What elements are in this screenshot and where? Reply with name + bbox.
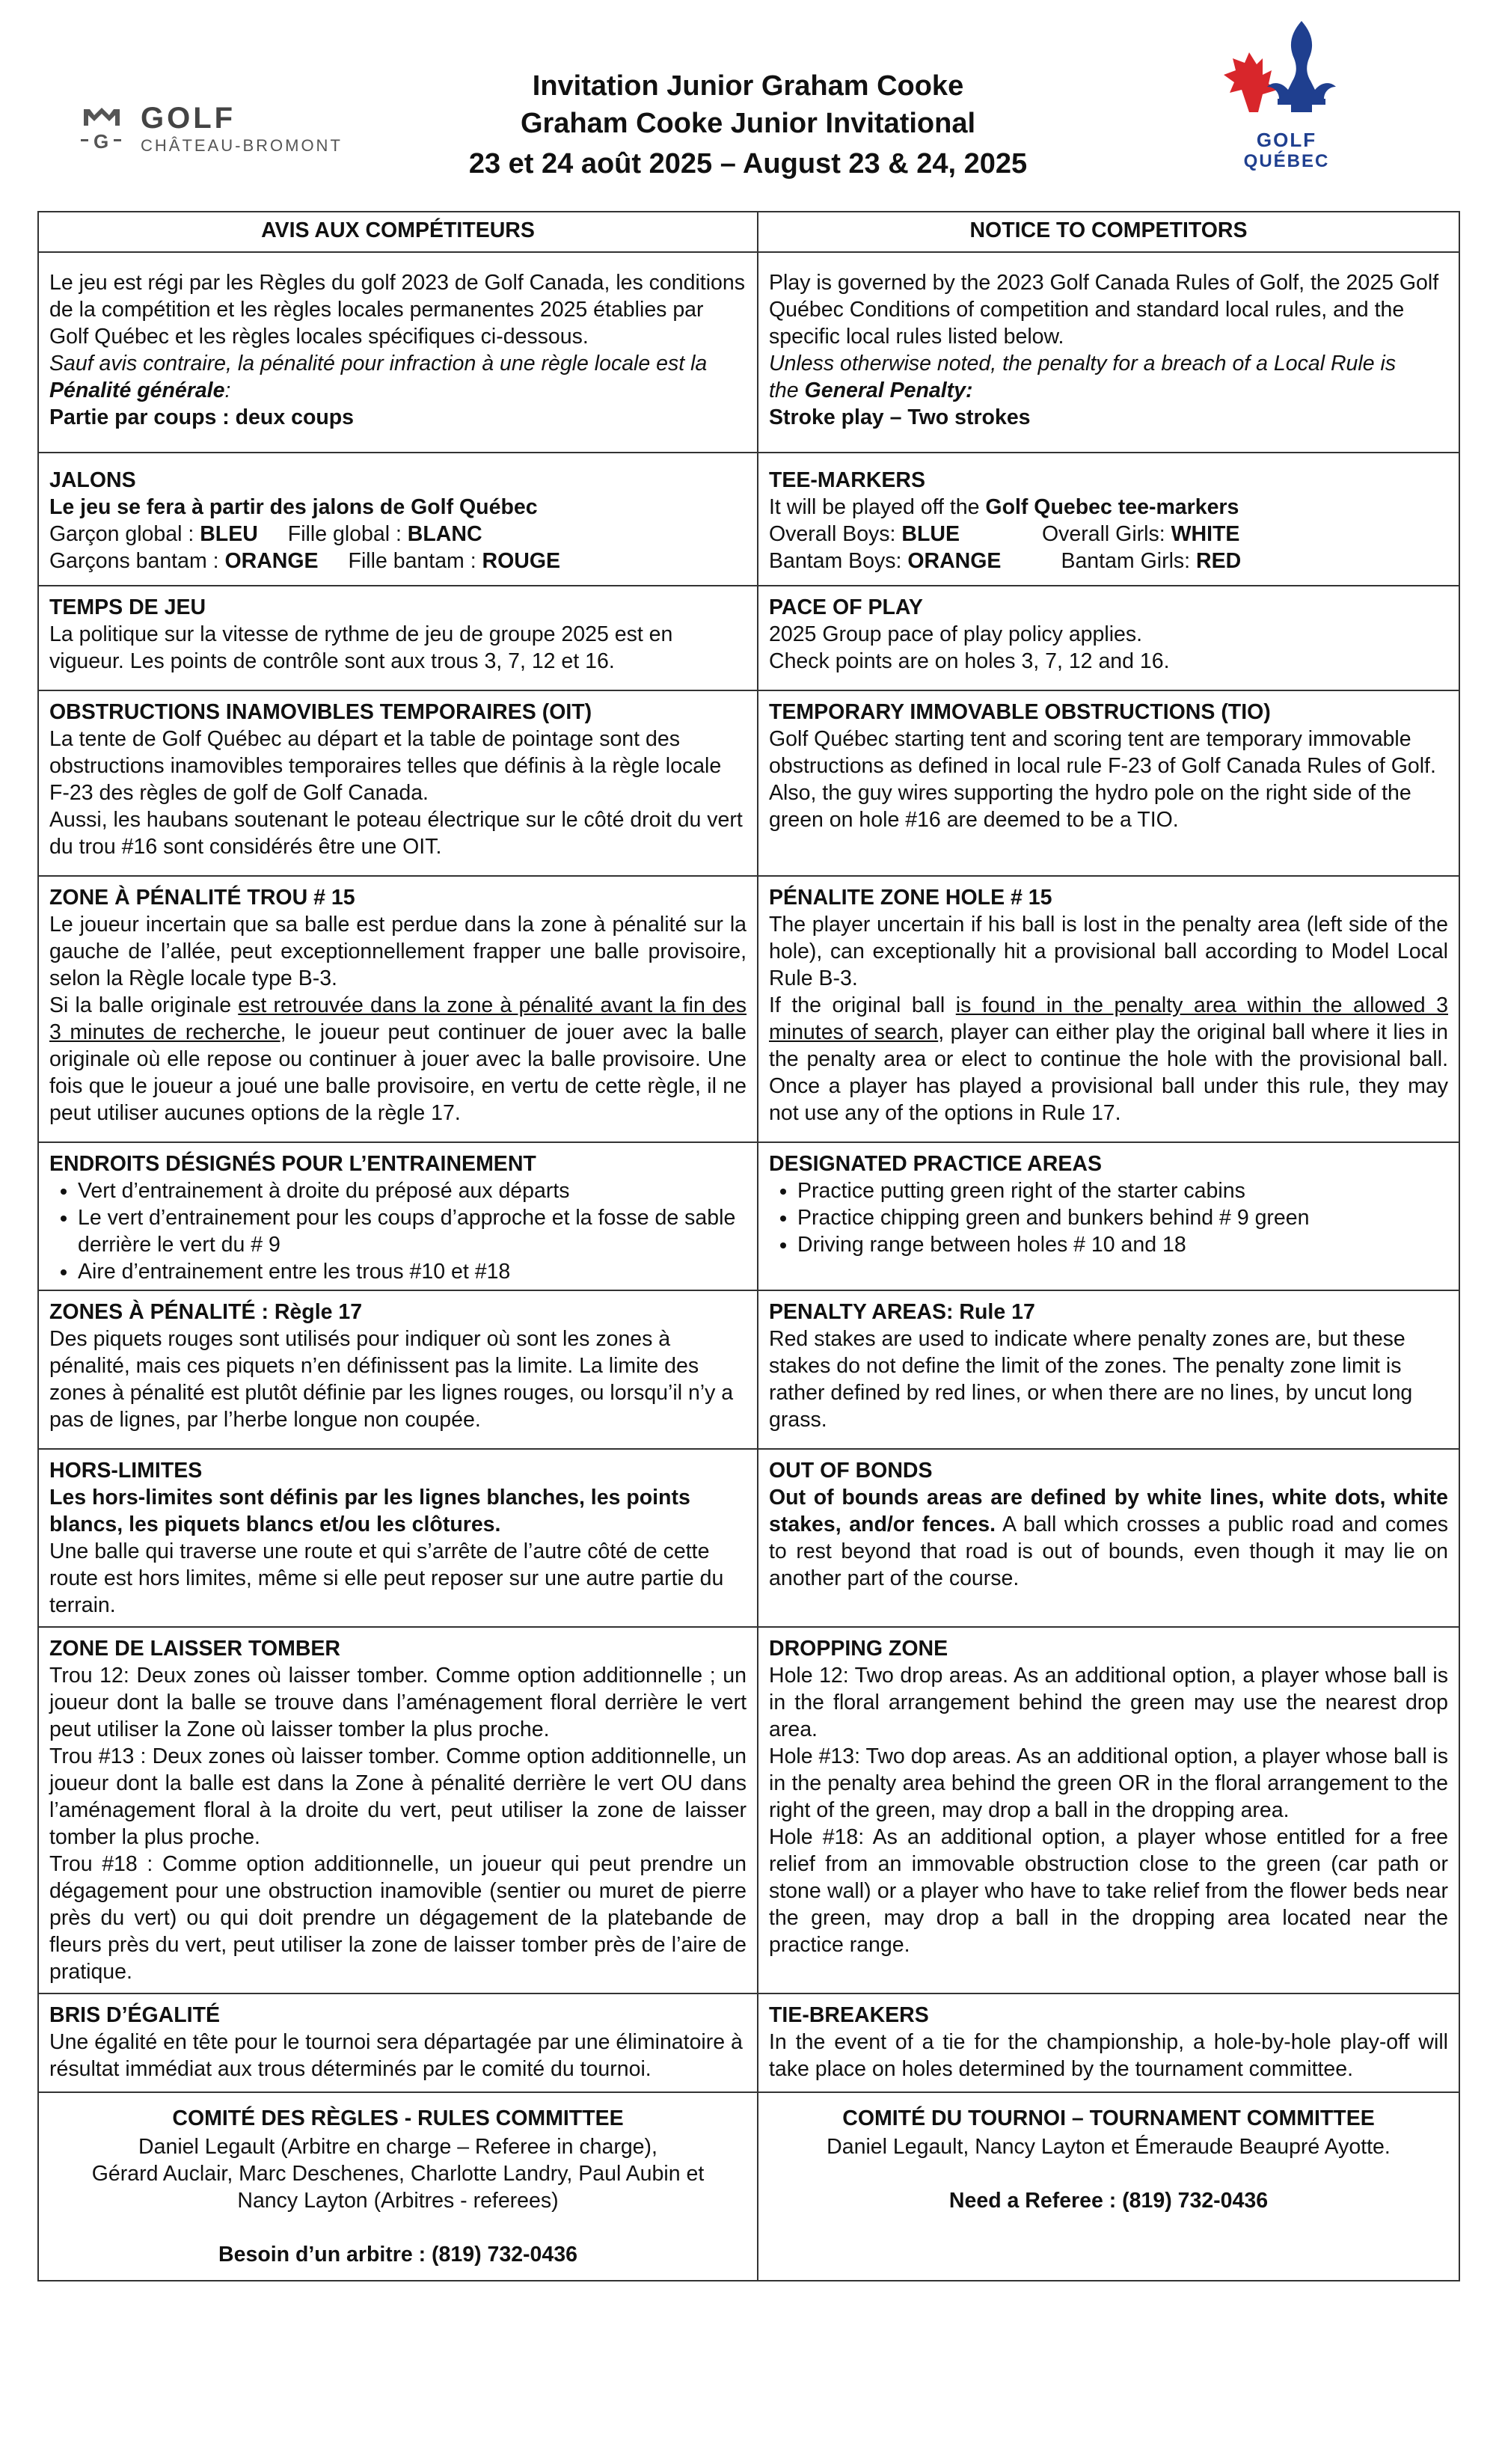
tie-fr — [38, 1993, 758, 2092]
tees-fr — [38, 453, 758, 586]
tournament-committee-line1: Daniel Legault, Nancy Layton et Émeraude Beaupré Ayotte. — [827, 2135, 1391, 2159]
tees-en — [758, 453, 1459, 586]
drop-fr-p1: Trou 12: Deux zones où laisser tomber. Comme option additionnelle ; un joueur dont la balle se trouve dans l’aménagement floral derrière le vert peut utiliser la Zone où laisser tomber la plus proche. — [49, 1664, 747, 1741]
fleur-de-lis-maple-leaf-icon — [1219, 15, 1354, 127]
tio-en-title: TEMPORARY IMMOVABLE OBSTRUCTIONS (TIO) — [769, 700, 1271, 724]
oob-en-body — [769, 1484, 1448, 1592]
practice-en-list — [769, 1177, 1448, 1258]
penalty-areas-en-title: PENALTY AREAS: Rule 17 — [769, 1300, 1035, 1324]
list-item: • Practice chipping green and bunkers behind # 9 green — [797, 1204, 1448, 1231]
penalty15-en-p2-rest: , player can either play the original ball where it lies in the penalty area or elect to continue the hole with the provisional ball. Once a player has played a provisional ball under this rule, they may not use any of the options in Rule 17. — [769, 1020, 1448, 1125]
pace-en — [758, 586, 1459, 690]
drop-en-p1: Hole 12: Two drop areas. As an additional option, a player whose ball is in the floral arrangement behind the green may use the nearest drop area. — [769, 1664, 1448, 1741]
tees-en-overall-boys-label: Overall Boys: — [769, 522, 902, 546]
tie-en-title: TIE-BREAKERS — [769, 2003, 929, 2027]
golf-quebec-logo — [1219, 15, 1354, 180]
penalty15-fr-p2-rest: , le joueur peut continuer de jouer avec la balle originale où elle repose ou continuer à jouer avec la balle provisoire. Une fois que le joueur a joué une balle provisoire, en vertu de cette règle, il ne peut utiliser aucunes options de la règle 17. — [49, 1020, 747, 1125]
section-penalty-15 — [38, 876, 1459, 1142]
rules-en — [758, 252, 1459, 453]
practice-en-title: DESIGNATED PRACTICE AREAS — [769, 1152, 1102, 1176]
golf-chateau-bromont-logo — [81, 102, 380, 157]
tees-en-bantam-boys-label: Bantam Boys: — [769, 549, 908, 573]
section-dropping-zone — [38, 1627, 1459, 1993]
tees-en-overall-boys-value: BLUE — [901, 522, 960, 546]
tees-fr-bantam-girls-value: ROUGE — [482, 549, 561, 573]
event-title-en: Graham Cooke Junior Invitational — [520, 108, 976, 139]
oob-fr-lead: Les hors-limites sont définis par les lignes blanches, les points blancs, les piquets blancs et/ou les clôtures. — [49, 1486, 690, 1536]
penalty15-fr-p2-lead: Si la balle originale — [49, 993, 239, 1017]
penalty-areas-fr — [38, 1290, 758, 1449]
tio-fr-title: OBSTRUCTIONS INAMOVIBLES TEMPORAIRES (OIT) — [49, 700, 592, 724]
rules-en-p2: Unless otherwise noted, the penalty for a breach of a Local Rule is — [769, 352, 1397, 376]
tees-en-bantam-boys-value: ORANGE — [907, 549, 1002, 573]
tie-fr-title: BRIS D’ÉGALITÉ — [49, 2003, 221, 2027]
tees-en-bantam-girls-label: Bantam Girls: — [1061, 549, 1196, 573]
tees-fr-line2 — [49, 548, 747, 574]
tournament-committee-title: COMITÉ DU TOURNOI – TOURNAMENT COMMITTEE — [842, 2106, 1375, 2130]
event-title-block — [419, 67, 1077, 183]
rules-en-general-penalty: General Penalty: — [804, 379, 973, 402]
tees-fr-lead: Le jeu se fera à partir des jalons de Golf Québec — [49, 495, 538, 519]
tees-fr-bantam-boys-label: Garçons bantam : — [49, 549, 225, 573]
rules-en-p3: Stroke play – Two strokes — [769, 405, 1031, 429]
tees-en-line1 — [769, 521, 1448, 548]
tio-fr — [38, 690, 758, 876]
rules-en-p2-line2 — [769, 377, 1448, 404]
penalty15-en — [758, 876, 1459, 1142]
pace-en-line2: Check points are on holes 3, 7, 12 and 16. — [769, 649, 1170, 673]
rules-committee — [38, 2092, 758, 2281]
penalty15-fr-p2 — [49, 992, 747, 1127]
practice-en — [758, 1142, 1459, 1290]
tees-fr-overall-boys-value: BLEU — [200, 522, 258, 546]
oob-fr-title: HORS-LIMITES — [49, 1459, 203, 1483]
list-item: • Aire d’entrainement entre les trous #10 et #18 — [78, 1258, 747, 1285]
penalty-areas-fr-title: ZONES À PÉNALITÉ : Règle 17 — [49, 1300, 363, 1324]
list-item: • Le vert d’entrainement pour les coups d’approche et la fosse de sable derrière le vert du # 9 — [78, 1204, 747, 1258]
pace-fr-title: TEMPS DE JEU — [49, 595, 206, 619]
oob-en-title: OUT OF BONDS — [769, 1459, 933, 1483]
tees-en-overall-girls-value: WHITE — [1171, 522, 1240, 546]
column-header-row — [38, 212, 1459, 252]
drop-fr-p3: Trou #18 : Comme option additionnelle, un joueur qui peut prendre un dégagement pour une obstruction inamovible (sentier ou muret de pierre près du vert) ou qui doit prendre un dégagement de la platebande de fleurs près du vert, peut utiliser la zone de laisser tomber près de l’aire de pratique. — [49, 1852, 747, 1984]
rules-en-p1: Play is governed by the 2023 Golf Canada Rules of Golf, the 2025 Golf Québec Conditions of competition and standard local rules, and the specific local rules listed below. — [769, 271, 1439, 349]
practice-fr-title: ENDROITS DÉSIGNÉS POUR L’ENTRAINEMENT — [49, 1152, 536, 1176]
practice-fr — [38, 1142, 758, 1290]
tees-en-line2 — [769, 548, 1448, 574]
federation-logo-line1: GOLF — [1256, 129, 1317, 151]
penalty15-en-p2 — [769, 992, 1448, 1127]
tees-fr-line1 — [49, 521, 747, 548]
rules-fr-p2-colon: : — [224, 379, 231, 402]
tio-en-p2: Also, the guy wires supporting the hydro pole on the right side of the green on hole #16 are deemed to be a TIO. — [769, 781, 1411, 832]
penalty15-en-title: PÉNALITE ZONE HOLE # 15 — [769, 886, 1052, 910]
pace-en-line1: 2025 Group pace of play policy applies. — [769, 622, 1143, 646]
rules-en-p2-the: the — [769, 379, 805, 402]
penalty15-fr-p1: Le joueur incertain que sa balle est perdue dans la zone à pénalité sur la gauche de l’allée, peut exceptionnellement frapper une balle provisoire, selon la Règle locale type B-3. — [49, 913, 747, 990]
penalty15-fr-title: ZONE À PÉNALITÉ TROU # 15 — [49, 886, 355, 910]
column-header-en: NOTICE TO COMPETITORS — [758, 212, 1459, 252]
tees-en-bantam-girls-value: RED — [1195, 549, 1242, 573]
page-header — [0, 0, 1496, 194]
pace-fr-text: La politique sur la vitesse de rythme de jeu de groupe 2025 est en vigueur. Les points de contrôle sont aux trous 3, 7, 12 et 16. — [49, 622, 673, 673]
tio-en — [758, 690, 1459, 876]
penalty15-fr — [38, 876, 758, 1142]
tio-fr-p1: La tente de Golf Québec au départ et la table de pointage sont des obstructions inamovibles temporaires telles que définis à la règle locale F-23 des règles de golf de Golf Canada. — [49, 727, 722, 805]
drop-en — [758, 1627, 1459, 1993]
tees-fr-overall-girls-value: BLANC — [407, 522, 482, 546]
tees-en-title: TEE-MARKERS — [769, 468, 926, 492]
tournament-committee — [758, 2092, 1459, 2281]
oob-fr-text: Une balle qui traverse une route et qui s’arrête de l’autre côté de cette route est hors limites, même si elle peut reposer sur une autre partie du terrain. — [49, 1539, 724, 1617]
federation-logo-line2: QUÉBEC — [1243, 151, 1330, 171]
drop-en-p2: Hole #13: Two dop areas. As an additional option, a player whose ball is in the penalty area behind the green OR in the floral arrangement to the right of the green, may drop a ball in the dropping area. — [769, 1744, 1448, 1822]
club-logo-name: CHÂTEAU-BROMONT — [141, 136, 343, 155]
penalty15-en-p1: The player uncertain if his ball is lost in the penalty area (left side of the hole), can exceptionally hit a provisional ball according to Model Local Rule B-3. — [769, 913, 1448, 990]
tio-en-p1: Golf Québec starting tent and scoring tent are temporary immovable obstructions as defined in local rule F-23 of Golf Canada Rules of Golf. — [769, 727, 1436, 778]
rules-committee-contact: Besoin d’un arbitre : (819) 732-0436 — [218, 2243, 577, 2267]
tees-en-lead-bold: Golf Quebec tee-markers — [985, 495, 1239, 519]
section-tio — [38, 690, 1459, 876]
tees-fr-overall-boys-label: Garçon global : — [49, 522, 200, 546]
section-out-of-bounds — [38, 1449, 1459, 1627]
section-penalty-areas — [38, 1290, 1459, 1449]
penalty-areas-en — [758, 1290, 1459, 1449]
tees-en-lead-text: It will be played off the — [769, 495, 986, 519]
list-item: • Driving range between holes # 10 and 18 — [797, 1231, 1448, 1258]
rules-fr-general-penalty: Pénalité générale — [49, 379, 225, 402]
section-tees — [38, 453, 1459, 586]
tees-fr-overall-girls-label: Fille global : — [287, 522, 408, 546]
penalty15-fr-p2-underlined: est retrouvée dans la zone à pénalité avant la fin des 3 minutes de recherche — [49, 993, 747, 1044]
oob-en-text: A ball which crosses a public road and comes to rest beyond that road is out of bounds, even though it may lie on another part of the course. — [769, 1513, 1448, 1590]
section-committees — [38, 2092, 1459, 2281]
tie-en — [758, 1993, 1459, 2092]
club-logo-brand: GOLF — [141, 102, 236, 135]
oob-fr — [38, 1449, 758, 1627]
tees-fr-bantam-girls-label: Fille bantam : — [348, 549, 482, 573]
penalty-areas-en-text: Red stakes are used to indicate where penalty zones are, but these stakes do not define the limit of the zones. The penalty zone limit is rather defined by red lines, or when there are no lines, by uncut long grass. — [769, 1327, 1413, 1432]
tees-fr-bantam-boys-value: ORANGE — [224, 549, 319, 573]
rules-committee-line1: Daniel Legault (Arbitre en charge – Referee in charge), — [138, 2135, 657, 2159]
drop-fr-p2: Trou #13 : Deux zones où laisser tomber. Comme option additionnelle, un joueur dont la balle est dans la Zone à pénalité derrière le vert OU dans l’aménagement floral à la droite du vert, peut utiliser la zone de laisser tomber la plus proche. — [49, 1744, 747, 1849]
penalty15-en-p2-lead: If the original ball — [769, 993, 956, 1017]
tournament-committee-contact: Need a Referee : (819) 732-0436 — [948, 2189, 1269, 2213]
practice-fr-list — [49, 1177, 747, 1285]
drop-en-title: DROPPING ZONE — [769, 1637, 948, 1661]
rules-fr-p1: Le jeu est régi par les Règles du golf 2023 de Golf Canada, les conditions de la compétition et les règles locales permanentes 2025 établies par Golf Québec et les règles locales spécifiques ci-dessous. — [49, 271, 746, 349]
list-item: • Practice putting green right of the starter cabins — [797, 1177, 1448, 1204]
section-practice — [38, 1142, 1459, 1290]
tees-en-overall-girls-label: Overall Girls: — [1041, 522, 1171, 546]
tees-en-lead — [769, 494, 1448, 521]
penalty-areas-fr-text: Des piquets rouges sont utilisés pour indiquer où sont les zones à pénalité, mais ces piquets n’en définissent pas la limite. La limite des zones à pénalité est plutôt définie par les lignes rouges, ou lorsqu’il n’y a pas de lignes, par l’herbe longue non coupée. — [49, 1327, 734, 1432]
event-title-fr: Invitation Junior Graham Cooke — [532, 70, 964, 102]
rules-fr-p2 — [49, 350, 747, 404]
penalty15-en-p2-underlined: is found in the penalty area within the allowed 3 minutes of search — [769, 993, 1448, 1044]
pace-en-title: PACE OF PLAY — [769, 595, 923, 619]
oob-en — [758, 1449, 1459, 1627]
pace-fr — [38, 586, 758, 690]
rules-fr — [38, 252, 758, 453]
drop-en-p3: Hole #18: As an additional option, a player whose entitled for a free relief from an immovable obstruction close to the green (car path or stone wall) or a player who have to take relief from the flower beds near the green, may drop a ball in the dropping area located near the practice range. — [769, 1825, 1448, 1957]
rules-committee-line3: Nancy Layton (Arbitres - referees) — [237, 2189, 559, 2213]
tio-fr-p2: Aussi, les haubans soutenant le poteau électrique sur le côté droit du vert du trou #16 sont considérés être une OIT. — [49, 808, 743, 859]
section-tie-breakers — [38, 1993, 1459, 2092]
rules-fr-p3: Partie par coups : deux coups — [49, 405, 355, 429]
event-dates: 23 et 24 août 2025 – August 23 & 24, 2025 — [468, 148, 1028, 180]
list-item: • Vert d’entrainement à droite du préposé aux départs — [78, 1177, 747, 1204]
tie-fr-text: Une égalité en tête pour le tournoi sera départagée par une éliminatoire à résultat immédiat aux trous déterminés par le comité du tournoi. — [49, 2030, 743, 2081]
club-crest-letter: G — [94, 130, 109, 153]
rules-fr-p2-text: Sauf avis contraire, la pénalité pour infraction à une règle locale est la — [49, 352, 708, 376]
rules-committee-line2: Gérard Auclair, Marc Deschenes, Charlotte Landry, Paul Aubin et — [91, 2162, 705, 2186]
section-pace — [38, 586, 1459, 690]
tie-en-text: In the event of a tie for the championship, a hole-by-hole play-off will take place on holes determined by the tournament committee. — [769, 2030, 1448, 2081]
drop-fr — [38, 1627, 758, 1993]
notice-table — [37, 211, 1460, 2281]
drop-fr-title: ZONE DE LAISSER TOMBER — [49, 1637, 341, 1661]
rules-committee-title: COMITÉ DES RÈGLES - RULES COMMITTEE — [172, 2106, 624, 2130]
tees-fr-title: JALONS — [49, 468, 136, 492]
section-rules — [38, 252, 1459, 453]
column-header-fr: AVIS AUX COMPÉTITEURS — [38, 212, 758, 252]
oob-en-lead: Out of bounds areas are defined by white lines, white dots, white stakes, and/or fences. — [769, 1486, 1448, 1536]
